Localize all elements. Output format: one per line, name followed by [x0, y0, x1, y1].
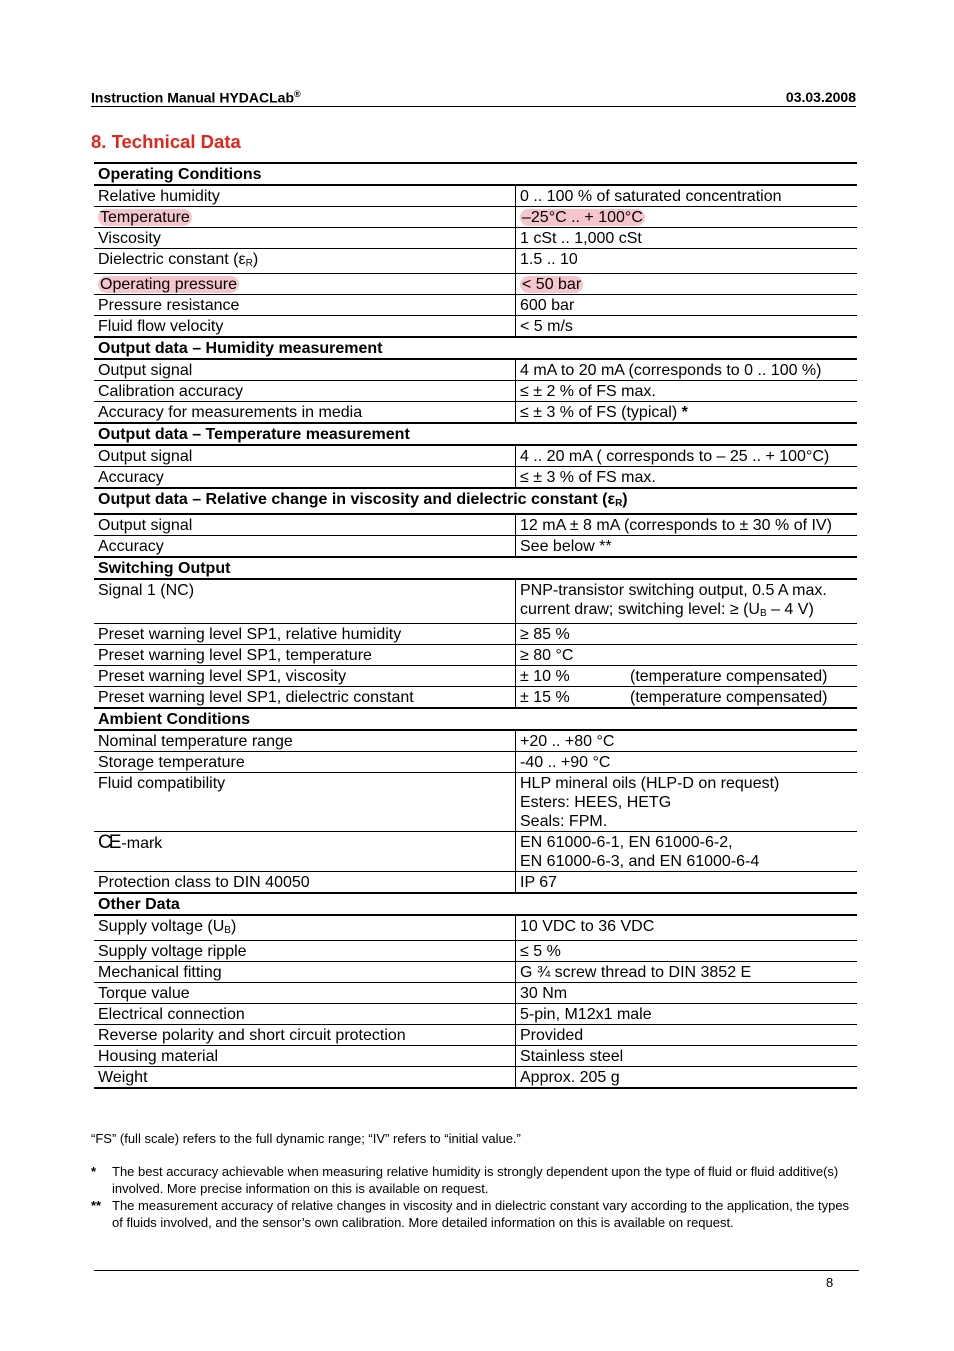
row-label: Reverse polarity and short circuit protection [94, 1025, 516, 1046]
section-heading: Other Data [94, 893, 857, 915]
row-value: 4 .. 20 mA ( corresponds to – 25 .. + 100°C) [516, 445, 858, 467]
row-value: ≥ 80 °C [516, 645, 858, 666]
table-row [94, 359, 857, 381]
highlighted-label: Temperature [100, 209, 190, 226]
row-value: +20 .. +80 °C [516, 730, 858, 752]
section-row-humidity [94, 337, 857, 359]
row-label: Accuracy [94, 467, 516, 489]
row-label: Fluid compatibility [94, 773, 516, 832]
section-title: 8. Technical Data [91, 131, 241, 152]
footer-divider [94, 1270, 859, 1271]
table-row [94, 941, 857, 962]
table-row [94, 514, 857, 536]
row-label: Housing material [94, 1046, 516, 1067]
table-row [94, 579, 857, 624]
table-row [94, 207, 857, 228]
row-value: -40 .. +90 °C [516, 752, 858, 773]
row-label: Fluid flow velocity [94, 316, 516, 338]
table-row [94, 249, 857, 274]
row-value: 1 cSt .. 1,000 cSt [516, 228, 858, 249]
row-value: ≤ ± 3 % of FS (typical) * [516, 402, 858, 424]
row-label: Electrical connection [94, 1004, 516, 1025]
footnote [91, 1197, 856, 1231]
row-value: ± 15 % (temperature compensated) [516, 687, 858, 709]
table-row [94, 445, 857, 467]
row-label: Preset warning level SP1, temperature [94, 645, 516, 666]
table-row [94, 983, 857, 1004]
row-value: ± 10 % (temperature compensated) [516, 666, 858, 687]
row-label: Signal 1 (NC) [94, 579, 516, 624]
row-label: Output signal [94, 514, 516, 536]
registered-mark: ® [294, 89, 301, 99]
row-label: Relative humidity [94, 185, 516, 207]
row-label: Storage temperature [94, 752, 516, 773]
row-value: 4 mA to 20 mA (corresponds to 0 .. 100 %) [516, 359, 858, 381]
section-heading: Output data – Temperature measurement [94, 423, 857, 445]
table-row [94, 1025, 857, 1046]
row-value: 600 bar [516, 295, 858, 316]
footnote [91, 1163, 856, 1197]
highlighted-value: –25°C .. + 100°C [522, 209, 643, 226]
row-label: Supply voltage ripple [94, 941, 516, 962]
row-value: G ¾ screw thread to DIN 3852 E [516, 962, 858, 983]
table-row [94, 381, 857, 402]
row-value: 30 Nm [516, 983, 858, 1004]
footnote-mark: * [91, 1164, 97, 1179]
row-label: Pressure resistance [94, 295, 516, 316]
header-title: Instruction Manual HYDACLab® [91, 89, 301, 106]
section-heading: Output data – Relative change in viscosity and dielectric constant $(\varepsilon_R)$ [94, 488, 857, 514]
section-row-ambient [94, 708, 857, 730]
row-label: Preset warning level SP1, dielectric constant [94, 687, 516, 709]
table-row [94, 624, 857, 645]
row-label: Weight [94, 1067, 516, 1089]
section-heading: Operating Conditions [94, 163, 857, 185]
row-value: 10 VDC to 36 VDC [516, 915, 858, 941]
row-value: 12 mA ± 8 mA (corresponds to ± 30 % of IV) [516, 514, 858, 536]
section-row-switching [94, 557, 857, 579]
row-label: Preset warning level SP1, relative humidity [94, 624, 516, 645]
header-date: 03.03.2008 [785, 89, 856, 105]
table-row [94, 730, 857, 752]
footnotes [91, 1163, 856, 1231]
row-value: EN 61000-6-1, EN 61000-6-2, EN 61000-6-3, and EN 61000-6-4 [516, 832, 858, 872]
row-label: Viscosity [94, 228, 516, 249]
row-label: Calibration accuracy [94, 381, 516, 402]
technical-data-table [94, 162, 857, 1089]
row-label: Supply voltage $(U_B)$ [94, 915, 516, 941]
row-label: Protection class to DIN 40050 [94, 872, 516, 894]
page-number: 8 [826, 1275, 834, 1290]
section-heading: Switching Output [94, 557, 857, 579]
row-label: Preset warning level SP1, viscosity [94, 666, 516, 687]
row-value: ≥ 85 % [516, 624, 858, 645]
row-value: Approx. 205 g [516, 1067, 858, 1089]
row-label: Mechanical fitting [94, 962, 516, 983]
row-label: CE -mark [94, 832, 516, 872]
highlighted-label: Operating pressure [100, 276, 237, 293]
page-header [91, 88, 856, 107]
section-row-viscosity [94, 488, 857, 514]
table-row [94, 1046, 857, 1067]
row-value: 5-pin, M12x1 male [516, 1004, 858, 1025]
row-label: Accuracy for measurements in media [94, 402, 516, 424]
row-value: Provided [516, 1025, 858, 1046]
table-row [94, 645, 857, 666]
fs-note: “FS” (full scale) refers to the full dynamic range; “IV” refers to “initial value.” [91, 1131, 521, 1146]
table-row [94, 295, 857, 316]
table-row [94, 666, 857, 687]
footnote-mark: ** [91, 1198, 102, 1213]
table-row [94, 467, 857, 489]
highlighted-value: < 50 bar [522, 276, 582, 293]
section-row-temperature [94, 423, 857, 445]
row-label: Torque value [94, 983, 516, 1004]
row-value: HLP mineral oils (HLP-D on request) Esters: HEES, HETG Seals: FPM. [516, 773, 858, 832]
table-row [94, 1004, 857, 1025]
row-value: ≤ ± 2 % of FS max. [516, 381, 858, 402]
row-value: ≤ ± 3 % of FS max. [516, 467, 858, 489]
row-label: Nominal temperature range [94, 730, 516, 752]
table-row [94, 773, 857, 832]
table-row [94, 274, 857, 295]
section-heading: Ambient Conditions [94, 708, 857, 730]
section-row-operating [94, 163, 857, 185]
table-row [94, 185, 857, 207]
footnote-text: The measurement accuracy of relative changes in viscosity and in dielectric constant vary according to the application, the types of fluids involved, and the sensor’s own calibration. More detailed information on this is available on request. [112, 1198, 850, 1230]
table-row [94, 962, 857, 983]
row-value: IP 67 [516, 872, 858, 894]
table-row [94, 1067, 857, 1089]
ce-mark-icon: CE [98, 832, 119, 853]
row-value: Stainless steel [516, 1046, 858, 1067]
row-value: 0 .. 100 % of saturated concentration [516, 185, 858, 207]
table-row [94, 316, 857, 338]
table-row [94, 752, 857, 773]
section-heading: Output data – Humidity measurement [94, 337, 857, 359]
row-label: Accuracy [94, 536, 516, 558]
table-row [94, 915, 857, 941]
section-row-other [94, 893, 857, 915]
table-row [94, 536, 857, 558]
row-label: Output signal [94, 359, 516, 381]
row-value: 1.5 .. 10 [516, 249, 858, 274]
row-value: See below ** [516, 536, 858, 558]
row-value: PNP-transistor switching output, 0.5 A max. current draw; switching level: ≥ ($U_B - 4$ V) [516, 579, 858, 624]
row-label: Dielectric constant $(\varepsilon_R)$ [94, 249, 516, 274]
row-label: Output signal [94, 445, 516, 467]
footnote-text: The best accuracy achievable when measuring relative humidity is strongly dependent upon the type of fluid or fluid additive(s) involved. More precise information on this is available on request. [112, 1164, 839, 1196]
table-row [94, 832, 857, 872]
table-row [94, 687, 857, 709]
table-row [94, 402, 857, 424]
row-value: ≤ 5 % [516, 941, 858, 962]
table-row [94, 228, 857, 249]
table-row [94, 872, 857, 894]
row-value: < 5 m/s [516, 316, 858, 338]
